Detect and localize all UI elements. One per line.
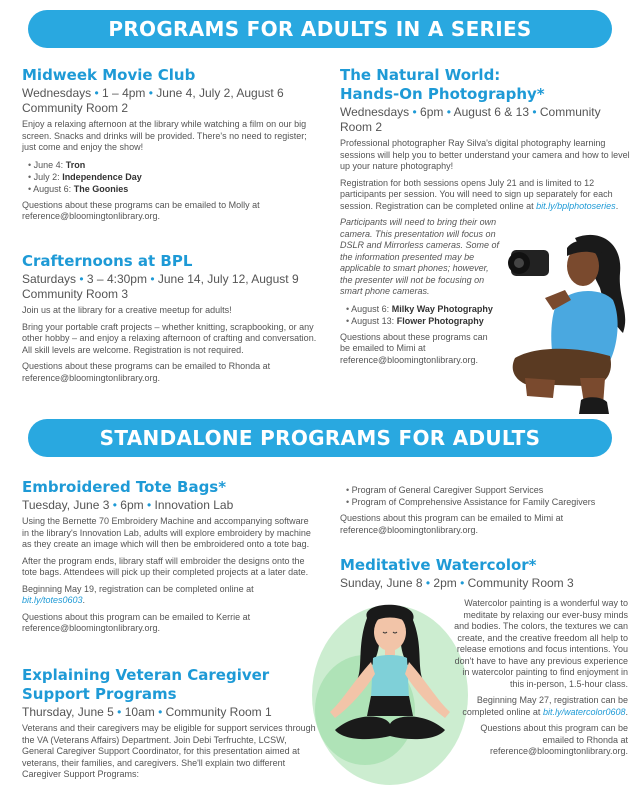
craft-location: Community Room 3 — [22, 287, 129, 301]
list-item: • Program of General Caregiver Support Services — [346, 484, 630, 496]
watercolor-text — [452, 598, 628, 763]
tote-location: Innovation Lab — [154, 498, 234, 512]
veteran-description: Veterans and their caregivers may be eligible for support services through the VA (Veterans Affairs) Department. Join Debi Terfruchte, LCSW, General Caregiver Support Coordinator, for this presentation aimed at veterans, their families, and caregivers. She'll explain two different Caregiver Support Programs: — [22, 723, 316, 779]
list-item: • August 6: The Goonies — [28, 183, 318, 195]
water-description: Watercolor painting is a wonderful way to meditate by relaxing our ever-busy minds and bodies. The colors, the textures we can create, and the creative freedom all help to release emotions and focus intentions. You don't have to have any previous experience in watercolor painting to find enjoyment in this in-person, 1.5-hour class. — [454, 598, 628, 689]
veteran-programs-continued — [340, 484, 630, 541]
craft-title: Crafternoons at BPL — [22, 252, 193, 270]
water-contact: Questions about this program can be emailed to Rhonda at reference@bloomingtonlibrary.org. — [480, 723, 628, 756]
list-item: • June 4: Tron — [28, 159, 318, 171]
bullet: • — [117, 705, 122, 719]
bullet: • — [79, 272, 84, 286]
veteran-time: 10am — [124, 705, 155, 719]
bullet: • — [112, 498, 117, 512]
craft-dates: June 14, July 12, August 9 — [157, 272, 299, 286]
veteran-schedule — [22, 705, 318, 720]
bullet: • — [150, 272, 155, 286]
craft-contact: Questions about these programs can be emailed to Rhonda at reference@bloomingtonlibrary.org. — [22, 361, 271, 383]
photo-registration: Registration for both sessions opens July 21 and is limited to 12 participants per session. You will need to sign up separately for each session. Registration can be completed online at bit.ly/bplphotoseries. — [340, 177, 619, 211]
meditation-illustration — [305, 590, 475, 800]
water-registration-link[interactable]: bit.ly/watercolor0608 — [542, 706, 626, 717]
photo-title: The Natural World: Hands-On Photography* — [340, 66, 545, 103]
list-item: • August 6: Milky Way Photography — [346, 303, 630, 315]
water-day: Sunday, June 8 — [340, 576, 423, 590]
crafternoons-section — [22, 252, 318, 389]
tote-registration-link[interactable]: bit.ly/totes0603 — [22, 595, 83, 605]
movie-title: Midweek Movie Club — [22, 66, 196, 84]
craft-intro: Join us at the library for a creative meetup for adults! — [22, 305, 232, 315]
movie-location: Community Room 2 — [22, 101, 129, 115]
water-registration: Beginning May 27, registration can be completed online at bit.ly/watercolor0608. — [462, 695, 628, 717]
craft-schedule — [22, 272, 318, 302]
water-schedule — [340, 576, 630, 591]
standalone-banner: STANDALONE PROGRAMS FOR ADULTS — [28, 419, 612, 457]
movie-time: 1 – 4pm — [102, 86, 146, 100]
veteran-contact: Questions about this program can be emailed to Mimi at reference@bloomingtonlibrary.org. — [340, 513, 564, 535]
tote-title: Embroidered Tote Bags* — [22, 478, 227, 496]
watercolor-section — [340, 556, 630, 594]
bullet: • — [446, 105, 451, 119]
bullet: • — [532, 105, 537, 119]
movie-schedule — [22, 86, 318, 116]
movie-contact: Questions about these programs can be emailed to Molly at reference@bloomingtonlibrary.org. — [22, 199, 260, 221]
list-item: • August 13: Flower Photography — [346, 315, 630, 327]
tote-time: 6pm — [120, 498, 144, 512]
veteran-program-list — [340, 484, 630, 508]
tote-day: Tuesday, June 3 — [22, 498, 110, 512]
tote-schedule — [22, 498, 318, 513]
tote-registration: Beginning May 19, registration can be completed online at bit.ly/totes0603. — [22, 583, 254, 605]
craft-day: Saturdays — [22, 272, 77, 286]
bullet: • — [148, 86, 153, 100]
bullet: • — [460, 576, 465, 590]
bullet: • — [412, 105, 417, 119]
list-item: • July 2: Independence Day — [28, 171, 318, 183]
veteran-title: Explaining Veteran Caregiver Support Programs — [22, 666, 270, 703]
photographer-illustration — [505, 228, 635, 418]
list-item: • Program of Comprehensive Assistance for Family Caregivers — [346, 496, 630, 508]
movie-film-list — [22, 159, 318, 195]
water-title: Meditative Watercolor* — [340, 556, 537, 574]
movie-day: Wednesdays — [22, 86, 92, 100]
veteran-caregiver-section — [22, 666, 318, 786]
photo-dates: August 6 & 13 — [453, 105, 529, 119]
photo-day: Wednesdays — [340, 105, 410, 119]
water-time: 2pm — [433, 576, 457, 590]
bullet: • — [425, 576, 431, 590]
tote-bags-section — [22, 478, 318, 640]
photo-registration-link[interactable]: bit.ly/bplphotoseries — [536, 200, 616, 211]
photo-time: 6pm — [420, 105, 444, 119]
series-banner: PROGRAMS FOR ADULTS IN A SERIES — [28, 10, 612, 48]
photo-description: Professional photographer Ray Silva's digital photography learning sessions will help you to better understand your camera and how to level up your nature photography! — [340, 138, 630, 171]
water-location: Community Room 3 — [467, 576, 574, 590]
movie-description: Enjoy a relaxing afternoon at the library while watching a film on our big screen. Snacks and drinks will be provided. There's no need to register; just come and enjoy the show! — [22, 119, 307, 152]
tote-pickup: After the program ends, library staff will embroider the designs onto the tote bags. Attendees will pick up their completed projects at a later date. — [22, 555, 309, 577]
bullet: • — [94, 86, 99, 100]
tote-contact: Questions about this program can be emailed to Kerrie at reference@bloomingtonlibrary.org. — [22, 611, 251, 633]
craft-time: 3 – 4:30pm — [86, 272, 147, 286]
veteran-location: Community Room 1 — [165, 705, 272, 719]
movie-club-section — [22, 66, 318, 228]
bullet: • — [146, 498, 152, 512]
tote-description: Using the Bernette 70 Embroidery Machine and accompanying software in the library's Innovation Lab, adults will explore embroidery by machine as they create an image which will then be embroidered onto a tote bag. — [22, 516, 311, 549]
movie-dates: June 4, July 2, August 6 — [156, 86, 284, 100]
photo-contact: Questions about these programs can be emailed to Mimi at reference@bloomingtonlibrary.org. — [340, 331, 488, 365]
photo-location: Community Room 2 — [340, 105, 601, 134]
veteran-day: Thursday, June 5 — [22, 705, 114, 719]
photo-camera-note: Participants will need to bring their own camera. This presentation will focus on DSLR and Mirrorless cameras. Some of the information presented may be applicable to smart phones; however, the presenter will not be focusing on smart phone cameras. — [340, 217, 500, 296]
photo-schedule — [340, 105, 630, 135]
craft-description: Bring your portable craft projects – whether knitting, scrapbooking, or any other hobby – and enjoy a relaxing afternoon of crafting and conversation. All skill levels are welcome. Registration is not required. — [22, 321, 317, 355]
bullet: • — [158, 705, 163, 719]
